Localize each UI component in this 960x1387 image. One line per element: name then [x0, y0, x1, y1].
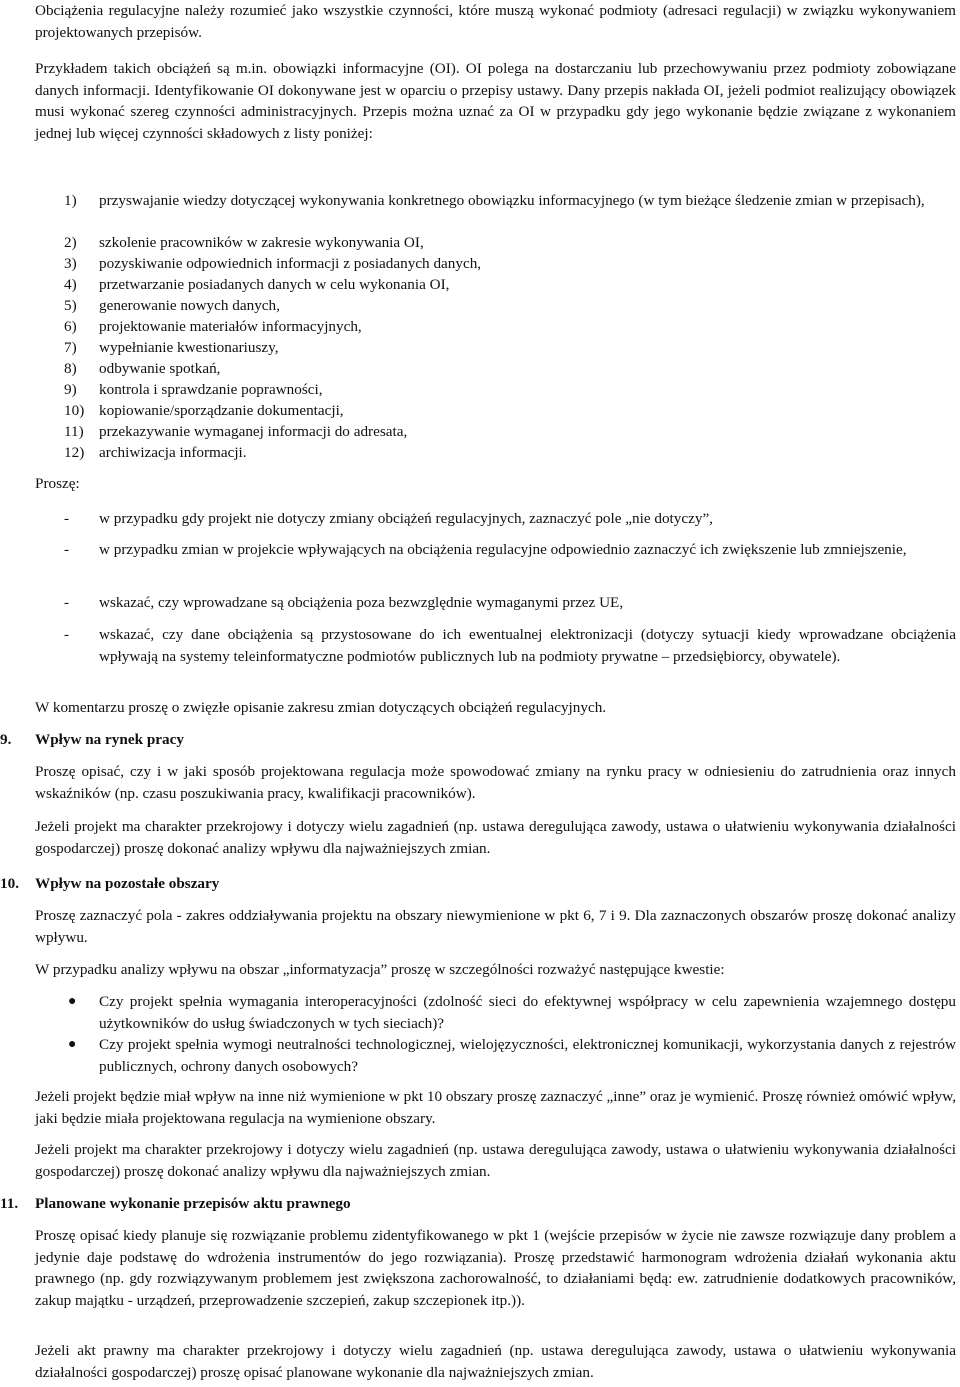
- list-item: [64, 442, 956, 464]
- list-item: [64, 379, 956, 401]
- section-10-paragraph-1: Proszę zaznaczyć pola - zakres oddziaływania projektu na obszary niewymienione w pkt 6, 7 i 9. Dla zaznaczonych obszarów proszę dokonać analizy wpływu.: [35, 907, 956, 946]
- list-item-number: 1): [64, 192, 77, 209]
- section-10-paragraph-2: W przypadku analizy wpływu na obszar „informatyzacja” proszę w szczególności rozważyć następujące kwestie:: [35, 961, 725, 978]
- list-item-number: 11): [64, 423, 84, 440]
- section-number: 11.: [0, 1195, 19, 1212]
- list-item-text: archiwizacja informacji.: [99, 444, 247, 461]
- list-item-text: przekazywanie wymaganej informacji do adresata,: [99, 423, 408, 440]
- section-10-paragraph-4: Jeżeli projekt ma charakter przekrojowy i dotyczy wielu zagadnień (np. ustawa deregulująca zawody, ustawa o ułatwieniu wykonywania działalności gospodarczej) proszę dokonać analizy wpływu dla najważniejszych zmian.: [35, 1141, 956, 1180]
- bullet-text: Czy projekt spełnia wymogi neutralności technologicznej, wielojęzyczności, elektronicznej komunikacji, wykorzystania danych z rejestrów publicznych, ochrony danych osobowych?: [99, 1036, 956, 1075]
- list-item: [64, 358, 956, 380]
- bullet-icon: ●: [68, 1037, 77, 1052]
- list-item-number: 2): [64, 234, 77, 251]
- list-item-number: 5): [64, 297, 77, 314]
- section-9-paragraph-2: Jeżeli projekt ma charakter przekrojowy i dotyczy wielu zagadnień (np. ustawa deregulująca zawody, ustawa o ułatwieniu wykonywania działalności gospodarczej) proszę dokonać analizy wpływu dla najważniejszych zmian.: [35, 818, 956, 857]
- list-item-text: kopiowanie/sporządzanie dokumentacji,: [99, 402, 344, 419]
- dash-marker: -: [64, 541, 70, 558]
- section-number: 10.: [0, 875, 19, 892]
- section-11-paragraph-1: Proszę opisać kiedy planuje się rozwiązanie problemu zidentyfikowanego w pkt 1 (wejście przepisów w życie nie zawsze rozwiązuje dany problem a jedynie daje podstawę do wdrożenia instrumentów do jego rozwiązania). Proszę przedstawić harmonogram wdrożenia działań wykonania aktu prawnego (np. gdy rozwiązywanym problemem jest zwiększona zachorowalność, to działaniami będą: ew. zatrudnienie dodatkowych pracowników, zakup majątku - urządzeń, przeprowadzenie szczepień, zakup szczepionek itp.)).: [35, 1227, 956, 1309]
- list-item-text: generowanie nowych danych,: [99, 297, 280, 314]
- list-item: [64, 337, 956, 359]
- intro-paragraph-2: Przykładem takich obciążeń są m.in. obowiązki informacyjne (OI). OI polega na dostarczaniu lub przechowywaniu przez podmioty zobowiązane danych informacji. Identyfikowanie OI dokonywane jest w oparciu o przepisy ustawy. Dany przepis nakłada OI, jeżeli podmiot realizujący obowiązek musi wykonać szereg czynności administracyjnych. Przepis można uznać za OI w przypadku gdy jego wykonanie będzie związane z wykonaniem jednej lub więcej czynności składowych z listy poniżej:: [35, 60, 956, 142]
- list-item-number: 10): [64, 402, 85, 419]
- section-number: 9.: [0, 731, 12, 748]
- list-item-text: projektowanie materiałów informacyjnych,: [99, 318, 362, 335]
- bullet-item: [64, 991, 956, 1034]
- request-text: w przypadku zmian w projekcie wpływających na obciążenia regulacyjne odpowiednio zaznaczyć ich zwiększenie lub zmniejszenie,: [99, 541, 907, 558]
- section-title: Wpływ na rynek pracy: [35, 731, 184, 748]
- section-11-heading: [0, 1193, 351, 1215]
- dash-marker: -: [64, 510, 70, 527]
- list-item-number: 6): [64, 318, 77, 335]
- list-item-number: 7): [64, 339, 77, 356]
- list-item: [64, 295, 956, 317]
- list-item: [64, 274, 956, 296]
- request-item: [64, 508, 956, 530]
- list-item-text: kontrola i sprawdzanie poprawności,: [99, 381, 323, 398]
- list-item: [64, 316, 956, 338]
- list-item-text: odbywanie spotkań,: [99, 360, 221, 377]
- list-item-number: 4): [64, 276, 77, 293]
- dash-marker: -: [64, 626, 70, 643]
- request-text: w przypadku gdy projekt nie dotyczy zmiany obciążeń regulacyjnych, zaznaczyć pole „nie dotyczy”,: [99, 510, 713, 527]
- request-item: [64, 624, 956, 667]
- list-item-text: szkolenie pracowników w zakresie wykonywania OI,: [99, 234, 424, 251]
- list-item-text: wypełnianie kwestionariuszy,: [99, 339, 279, 356]
- section-11-paragraph-2: Jeżeli akt prawny ma charakter przekrojowy i dotyczy wielu zagadnień (np. ustawa deregulująca zawody, ustawa o ułatwieniu wykonywania działalności gospodarczej) proszę opisać planowane wykonanie dla najważniejszych zmian.: [35, 1342, 956, 1381]
- section-title: Wpływ na pozostałe obszary: [35, 875, 220, 892]
- request-item: [64, 539, 956, 561]
- bullet-text: Czy projekt spełnia wymagania interoperacyjności (zdolność sieci do efektywnej współpracy w celu zapewnienia wzajemnego dostępu użytkowników do usług świadczonych w tych sieciach)?: [99, 993, 956, 1032]
- list-item-number: 9): [64, 381, 77, 398]
- list-item-text: przetwarzanie posiadanych danych w celu wykonania OI,: [99, 276, 450, 293]
- list-item: [64, 190, 956, 212]
- dash-marker: -: [64, 594, 70, 611]
- bullet-icon: ●: [68, 994, 77, 1009]
- list-item: [64, 400, 956, 422]
- list-item-text: pozyskiwanie odpowiednich informacji z posiadanych danych,: [99, 255, 482, 272]
- section-9-heading: [0, 729, 184, 751]
- request-text: wskazać, czy wprowadzane są obciążenia poza bezwzględnie wymaganymi przez UE,: [99, 594, 624, 611]
- request-item: [64, 592, 956, 614]
- list-item-text: przyswajanie wiedzy dotyczącej wykonywania konkretnego obowiązku informacyjnego (w tym bieżące śledzenie zmian w przepisach),: [99, 192, 925, 209]
- comment-note: W komentarzu proszę o zwięzłe opisanie zakresu zmian dotyczących obciążeń regulacyjnych.: [35, 699, 607, 716]
- section-10-paragraph-3: Jeżeli projekt będzie miał wpływ na inne niż wymienione w pkt 10 obszary proszę zaznaczyć „inne” oraz je wymienić. Proszę również omówić wpływ, jaki będzie miała projektowana regulacja na wymienione obszary.: [35, 1088, 956, 1127]
- prosze-label: Proszę:: [35, 475, 80, 492]
- section-title: Planowane wykonanie przepisów aktu prawnego: [35, 1195, 351, 1212]
- section-9-paragraph-1: Proszę opisać, czy i w jaki sposób projektowana regulacja może spowodować zmiany na rynku pracy w odniesieniu do zatrudnienia oraz innych wskaźników (np. czasu poszukiwania pracy, kwalifikacji pracowników).: [35, 763, 956, 802]
- list-item-number: 12): [64, 444, 85, 461]
- list-item: [64, 253, 956, 275]
- list-item-number: 8): [64, 360, 77, 377]
- list-item-number: 3): [64, 255, 77, 272]
- list-item: [64, 421, 956, 443]
- list-item: [64, 232, 956, 254]
- request-text: wskazać, czy dane obciążenia są przystosowane do ich ewentualnej elektronizacji (dotyczy sytuacji kiedy wprowadzane obciążenia wpływają na systemy teleinformatyczne podmiotów publicznych lub na podmioty prywatne – przedsiębiorcy, obywatele).: [99, 626, 956, 665]
- intro-paragraph-1: Obciążenia regulacyjne należy rozumieć jako wszystkie czynności, które muszą wykonać podmioty (adresaci regulacji) w związku wykonywaniem projektowanych przepisów.: [35, 2, 956, 41]
- section-10-heading: [0, 873, 219, 895]
- bullet-item: [64, 1034, 956, 1077]
